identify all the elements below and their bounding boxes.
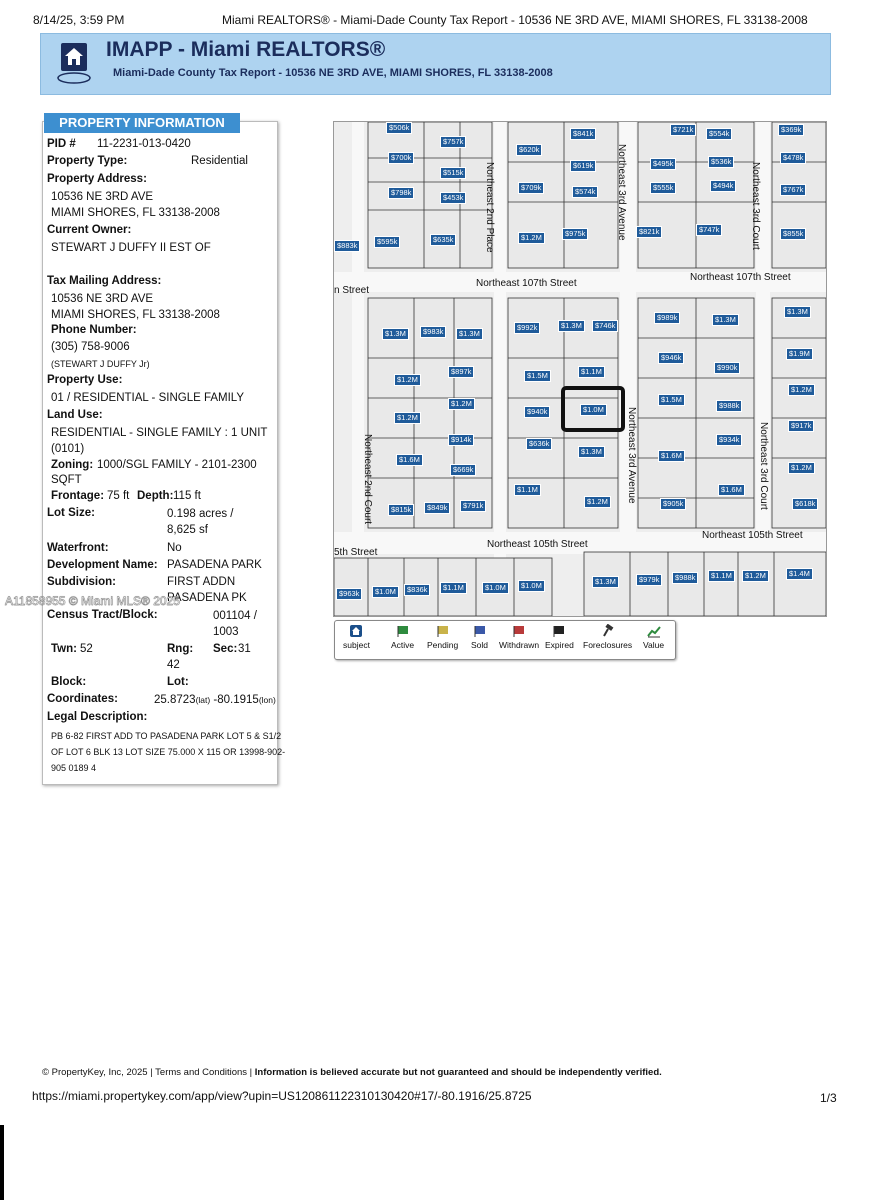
price-marker[interactable]: $619k — [570, 160, 596, 172]
legend-expired[interactable] — [545, 624, 574, 650]
twn-value: 52 — [80, 643, 93, 655]
zoning-line2: SQFT — [51, 474, 82, 486]
tax-mailing-line2: MIAMI SHORES, FL 33138-2008 — [51, 309, 220, 321]
phone-value: (305) 758-9006 — [51, 341, 130, 353]
price-marker[interactable]: $1.6M — [718, 484, 745, 496]
subject-house-icon — [349, 624, 363, 638]
lot-label: Lot: — [167, 676, 189, 688]
price-marker[interactable]: $506k — [386, 122, 412, 134]
price-marker[interactable]: $1.3M — [592, 576, 619, 588]
price-marker[interactable]: $369k — [778, 124, 804, 136]
price-marker[interactable]: $1.6M — [658, 450, 685, 462]
expired-flag-icon — [552, 624, 566, 638]
latitude-value: 25.8723(lat) -80.1915(lon) — [154, 694, 276, 706]
price-marker[interactable]: $1.1M — [578, 366, 605, 378]
property-address-line2: MIAMI SHORES, FL 33138-2008 — [51, 207, 220, 219]
banner-title: IMAPP - Miami REALTORS® — [106, 38, 386, 61]
price-marker[interactable]: $988k — [716, 400, 742, 412]
price-marker[interactable]: $1.3M — [382, 328, 409, 340]
property-information-panel — [42, 121, 286, 785]
price-marker[interactable]: $635k — [430, 234, 456, 246]
price-marker[interactable]: $669k — [450, 464, 476, 476]
price-marker[interactable]: $1.0M — [580, 404, 607, 416]
price-marker[interactable]: $975k — [562, 228, 588, 240]
property-information-header: PROPERTY INFORMATION — [44, 113, 240, 133]
current-owner-label: Current Owner: — [47, 224, 132, 236]
legend-value[interactable] — [643, 624, 664, 650]
twn-label: Twn: — [51, 643, 77, 655]
street-label-ne105-left: 5th Street — [334, 547, 378, 558]
price-marker[interactable]: $946k — [658, 352, 684, 364]
page-url[interactable]: https://miami.propertykey.com/app/view?upin=US1208611223101304​20#17/-80.1916/25.8725 — [32, 1089, 532, 1103]
street-label-ne3av-mid: Northeast 3rd Avenue — [626, 407, 637, 504]
street-label-ne105-right: Northeast 105th Street — [702, 530, 803, 541]
price-marker[interactable]: $1.2M — [518, 232, 545, 244]
pending-flag-icon — [436, 624, 450, 638]
legend-foreclosures-label: Foreclosures — [583, 640, 633, 650]
tax-mailing-label: Tax Mailing Address: — [47, 275, 162, 287]
rng-label: Rng: — [167, 643, 194, 655]
parcel-map[interactable] — [333, 121, 827, 617]
current-owner-value: STEWART J DUFFY II EST OF — [51, 242, 211, 254]
census-line1: 001104 / — [213, 610, 257, 622]
copyright-text: © PropertyKey, Inc, 2025 — [42, 1067, 148, 1078]
price-marker[interactable]: $1.1M — [708, 570, 735, 582]
subdivision-label: Subdivision: — [47, 576, 116, 588]
sec-label: Sec: — [213, 643, 238, 655]
price-marker[interactable]: $821k — [636, 226, 662, 238]
price-marker[interactable]: $798k — [388, 187, 414, 199]
waterfront-label: Waterfront: — [47, 542, 109, 554]
price-marker[interactable]: $1.6M — [396, 454, 423, 466]
legend-sold-label: Sold — [471, 640, 489, 650]
banner-subtitle: Miami-Dade County Tax Report - 10536 NE 3RD AVE, MIAMI SHORES, FL 33138-2008 — [113, 67, 553, 79]
property-type-label: Property Type: — [47, 155, 128, 167]
street-label-ne107: Northeast 107th Street — [476, 278, 577, 289]
depth-label: Depth: — [137, 490, 174, 502]
street-label-ne105: Northeast 105th Street — [487, 539, 588, 550]
value-chart-icon — [647, 624, 661, 638]
price-marker[interactable]: $855k — [780, 228, 806, 240]
street-label-ne3ct-mid: Northeast 3rd Court — [758, 422, 769, 510]
price-marker[interactable]: $1.2M — [742, 570, 769, 582]
price-marker[interactable]: $555k — [650, 182, 676, 194]
property-address-line1: 10536 NE 3RD AVE — [51, 191, 154, 203]
price-marker[interactable]: $940k — [524, 406, 550, 418]
price-marker[interactable]: $1.4M — [786, 568, 813, 580]
legend-value-label: Value — [643, 640, 665, 650]
price-marker[interactable]: $757k — [440, 136, 466, 148]
price-marker[interactable]: $914k — [448, 434, 474, 446]
price-marker[interactable]: $574k — [572, 186, 598, 198]
price-marker[interactable]: $494k — [710, 180, 736, 192]
depth-value: 115 ft — [173, 490, 201, 502]
price-marker[interactable]: $917k — [788, 420, 814, 432]
frontage-label: Frontage: — [51, 490, 105, 502]
rng-value: 42 — [167, 659, 180, 671]
tax-mailing-line1: 10536 NE 3RD AVE — [51, 293, 154, 305]
pid-label: PID # — [47, 138, 76, 150]
phone-label: Phone Number: — [51, 324, 137, 336]
land-use-line1: RESIDENTIAL - SINGLE FAMILY : 1 UNIT — [51, 427, 268, 439]
price-marker[interactable]: $746k — [592, 320, 618, 332]
price-marker[interactable]: $1.0M — [482, 582, 509, 594]
legend-pending-label: Pending — [427, 640, 459, 650]
development-name-label: Development Name: — [47, 559, 158, 571]
price-marker[interactable]: $618k — [792, 498, 818, 510]
price-marker[interactable]: $1.3M — [456, 328, 483, 340]
street-label-ne3av-top: Northeast 3rd Avenue — [616, 144, 627, 241]
price-marker[interactable]: $536k — [708, 156, 734, 168]
price-marker[interactable]: $1.2M — [584, 496, 611, 508]
subdivision-line1: FIRST ADDN — [167, 576, 236, 588]
price-marker[interactable]: $992k — [514, 322, 540, 334]
property-address-label: Property Address: — [47, 173, 147, 185]
land-use-line2: (0101) — [51, 443, 85, 455]
price-marker[interactable]: $979k — [636, 574, 662, 586]
scan-edge — [0, 1125, 4, 1200]
print-title: Miami REALTORS® - Miami-Dade County Tax Report - 10536 NE 3RD AVE, MIAMI SHORES, FL 33138-2008 — [222, 13, 808, 27]
price-marker[interactable]: $1.2M — [788, 462, 815, 474]
property-use-value: 01 / RESIDENTIAL - SINGLE FAMILY — [51, 392, 245, 404]
block-label: Block: — [51, 676, 87, 688]
price-marker[interactable]: $990k — [714, 362, 740, 374]
legend-withdrawn[interactable] — [499, 624, 539, 650]
price-marker[interactable]: $478k — [780, 152, 806, 164]
lot-size-line1: 0.198 acres / — [167, 508, 234, 520]
price-marker[interactable]: $595k — [374, 236, 400, 248]
mls-watermark: A11858955 © Miami MLS® 2025 — [5, 594, 180, 608]
price-marker[interactable]: $989k — [654, 312, 680, 324]
legend-sold[interactable] — [471, 624, 488, 650]
price-marker[interactable]: $721k — [670, 124, 696, 136]
disclaimer-text: Information is believed accurate but not guaranteed and should be independently verified. — [254, 1067, 662, 1078]
price-marker[interactable]: $453k — [440, 192, 466, 204]
street-label-ne3ct-top: Northeast 3rd Court — [750, 162, 761, 250]
lot-size-line2: 8,625 sf — [167, 524, 208, 536]
price-marker[interactable]: $1.5M — [658, 394, 685, 406]
property-type-value: Residential — [191, 155, 248, 167]
legend-active-label: Active — [391, 640, 415, 650]
terms-link[interactable]: Terms and Conditions — [155, 1067, 248, 1078]
legend-subject[interactable] — [343, 624, 370, 650]
price-marker[interactable]: $1.9M — [786, 348, 813, 360]
legend-subject-label: subject — [343, 640, 370, 650]
zoning-label: Zoning: — [51, 459, 94, 471]
frontage-value: 75 ft — [107, 490, 130, 502]
land-use-label: Land Use: — [47, 409, 103, 421]
price-marker[interactable]: $1.0M — [372, 586, 399, 598]
price-marker[interactable]: $988k — [672, 572, 698, 584]
sec-value: 31 — [238, 643, 251, 655]
phone-owner-name: (STEWART J DUFFY Jr) — [51, 359, 150, 369]
legal-description-label: Legal Description: — [47, 711, 148, 723]
legal-description-line2: OF LOT 6 BLK 13 LOT SIZE 75.000 X 115 OR 13998-902- — [51, 747, 286, 757]
map-legend — [334, 620, 676, 660]
price-marker[interactable]: $700k — [388, 152, 414, 164]
price-marker[interactable]: $841k — [570, 128, 596, 140]
withdrawn-flag-icon — [512, 624, 526, 638]
price-marker[interactable]: $849k — [424, 502, 450, 514]
price-marker[interactable]: $1.2M — [394, 374, 421, 386]
waterfront-value: No — [167, 542, 182, 554]
price-marker[interactable]: $905k — [660, 498, 686, 510]
price-marker[interactable]: $495k — [650, 158, 676, 170]
legend-withdrawn-label: Withdrawn — [499, 640, 540, 650]
price-marker[interactable]: $1.3M — [712, 314, 739, 326]
lot-size-label: Lot Size: — [47, 507, 95, 519]
page-number: 1/3 — [820, 1091, 837, 1105]
price-marker[interactable]: $1.3M — [558, 320, 585, 332]
subdivision-line2: PASADENA PK — [167, 592, 247, 604]
price-marker[interactable]: $1.3M — [784, 306, 811, 318]
footer-copyright: © PropertyKey, Inc, 2025 | Terms and Conditions | Information is believed accurate but not guaranteed and should be independently verified. — [42, 1067, 662, 1078]
price-marker[interactable]: $747k — [696, 224, 722, 236]
print-datetime: 8/14/25, 3:59 PM — [33, 13, 125, 27]
price-marker[interactable]: $620k — [516, 144, 542, 156]
price-marker[interactable]: $1.2M — [394, 412, 421, 424]
price-marker[interactable]: $1.5M — [524, 370, 551, 382]
legend-pending[interactable] — [427, 624, 458, 650]
zoning-line1: 1000/SGL FAMILY - 2101-2300 — [97, 459, 257, 471]
street-label-ne107-right: Northeast 107th Street — [690, 272, 791, 283]
price-marker[interactable]: $1.3M — [578, 446, 605, 458]
census-line2: 1003 — [213, 626, 239, 638]
street-label-ne2ct: Northeast 2nd Court — [362, 434, 373, 525]
gavel-icon — [601, 624, 615, 638]
price-marker[interactable]: $515k — [440, 167, 466, 179]
price-marker[interactable]: $963k — [336, 588, 362, 600]
price-marker[interactable]: $983k — [420, 326, 446, 338]
street-label-ne107-left: n Street — [334, 285, 370, 296]
price-marker[interactable]: $554k — [706, 128, 732, 140]
price-marker[interactable]: $1.0M — [518, 580, 545, 592]
price-marker[interactable]: $934k — [716, 434, 742, 446]
development-name-value: PASADENA PARK — [167, 559, 262, 571]
price-marker[interactable]: $883k — [334, 240, 360, 252]
property-use-label: Property Use: — [47, 374, 123, 386]
price-marker[interactable]: $767k — [780, 184, 806, 196]
legend-foreclosures[interactable] — [583, 624, 632, 650]
pid-value: 11-2231-013-0420 — [97, 138, 191, 150]
legal-description-line3: 905 0189 4 — [51, 763, 97, 773]
price-marker[interactable]: $1.2M — [788, 384, 815, 396]
sold-flag-icon — [473, 624, 487, 638]
census-label: Census Tract/Block: — [47, 609, 158, 621]
price-marker[interactable]: $791k — [460, 500, 486, 512]
price-marker[interactable]: $1.2M — [448, 398, 475, 410]
legal-description-line1: PB 6-82 FIRST ADD TO PASADENA PARK LOT 5 & S1/2 — [51, 731, 282, 741]
price-marker[interactable]: $815k — [388, 504, 414, 516]
street-label-ne2pl: Northeast 2nd Place — [484, 162, 495, 253]
legend-expired-label: Expired — [545, 640, 574, 650]
price-marker[interactable]: $1.1M — [514, 484, 541, 496]
coordinates-label: Coordinates: — [47, 693, 118, 705]
legend-active[interactable] — [391, 624, 414, 650]
price-marker[interactable]: $636k — [526, 438, 552, 450]
house-pin-logo-icon — [56, 40, 92, 84]
price-marker[interactable]: $897k — [448, 366, 474, 378]
price-marker[interactable]: $836k — [404, 584, 430, 596]
price-marker[interactable]: $1.1M — [440, 582, 467, 594]
price-marker[interactable]: $709k — [518, 182, 544, 194]
active-flag-icon — [396, 624, 410, 638]
